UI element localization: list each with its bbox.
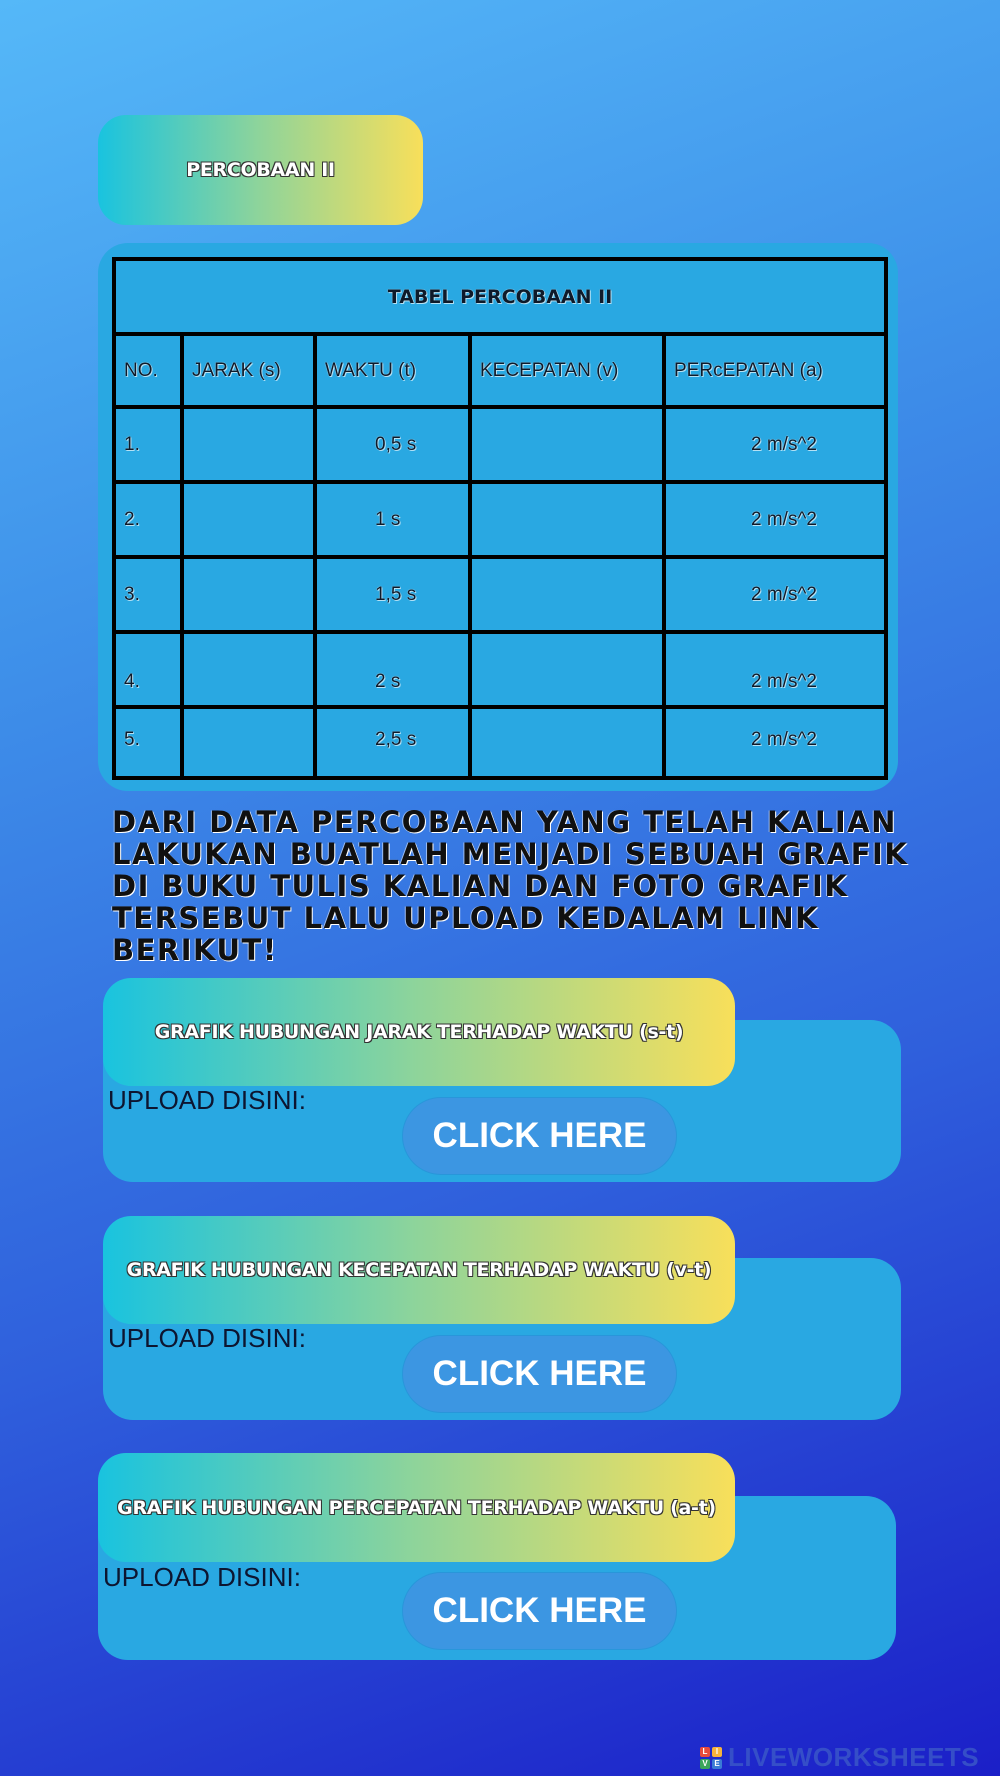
kecepatan-input[interactable] bbox=[470, 632, 664, 707]
table-row bbox=[114, 407, 886, 482]
section-title: PERCOBAAN II bbox=[186, 159, 335, 181]
jarak-input[interactable] bbox=[182, 632, 315, 707]
instruction-line: BERIKUT! bbox=[112, 933, 278, 967]
instruction-line: DARI DATA PERCOBAAN YANG TELAH KALIAN bbox=[112, 805, 897, 839]
percepatan-cell: 2 m/s^2 bbox=[664, 557, 886, 632]
row-number: 5. bbox=[114, 707, 182, 778]
percepatan-cell: 2 m/s^2 bbox=[664, 632, 886, 707]
jarak-input[interactable] bbox=[182, 482, 315, 557]
logo-text: LIVEWORKSHEETS bbox=[728, 1742, 980, 1772]
logo-icon bbox=[700, 1747, 722, 1769]
upload-title-badge bbox=[103, 978, 735, 1086]
column-header: JARAK (s) bbox=[182, 334, 315, 407]
upload-title-badge bbox=[98, 1453, 735, 1562]
instruction-line: TERSEBUT LALU UPLOAD KEDALAM LINK bbox=[112, 901, 820, 935]
table-row bbox=[114, 707, 886, 778]
logo-square: E bbox=[712, 1759, 722, 1769]
kecepatan-input[interactable] bbox=[470, 407, 664, 482]
table-title: TABEL PERCOBAAN II bbox=[114, 259, 886, 334]
table-row bbox=[114, 557, 886, 632]
row-number: 4. bbox=[114, 632, 182, 707]
waktu-cell: 1,5 s bbox=[315, 557, 470, 632]
table-row bbox=[114, 632, 886, 707]
upload-label: UPLOAD DISINI: bbox=[108, 1085, 306, 1115]
logo-square: V bbox=[700, 1759, 710, 1769]
jarak-input[interactable] bbox=[182, 407, 315, 482]
percepatan-cell: 2 m/s^2 bbox=[664, 407, 886, 482]
upload-vt-button[interactable]: CLICK HERE bbox=[403, 1336, 676, 1412]
kecepatan-input[interactable] bbox=[470, 707, 664, 778]
waktu-cell: 2,5 s bbox=[315, 707, 470, 778]
instruction-line: LAKUKAN BUATLAH MENJADI SEBUAH GRAFIK bbox=[112, 837, 909, 871]
column-header: WAKTU (t) bbox=[315, 334, 470, 407]
upload-title: GRAFIK HUBUNGAN JARAK TERHADAP WAKTU (s-t) bbox=[154, 1021, 684, 1043]
row-number: 2. bbox=[114, 482, 182, 557]
instruction-text bbox=[112, 806, 932, 966]
upload-at-button[interactable]: CLICK HERE bbox=[403, 1573, 676, 1649]
waktu-cell: 1 s bbox=[315, 482, 470, 557]
percepatan-cell: 2 m/s^2 bbox=[664, 707, 886, 778]
column-header: PERcEPATAN (a) bbox=[664, 334, 886, 407]
waktu-cell: 2 s bbox=[315, 632, 470, 707]
data-table bbox=[112, 257, 888, 780]
upload-title-badge bbox=[103, 1216, 735, 1324]
instruction-line: DI BUKU TULIS KALIAN DAN FOTO GRAFIK bbox=[112, 869, 849, 903]
column-header: KECEPATAN (v) bbox=[470, 334, 664, 407]
waktu-cell: 0,5 s bbox=[315, 407, 470, 482]
upload-label: UPLOAD DISINI: bbox=[103, 1562, 301, 1592]
percepatan-cell: 2 m/s^2 bbox=[664, 482, 886, 557]
column-header: NO. bbox=[114, 334, 182, 407]
row-number: 1. bbox=[114, 407, 182, 482]
section-title-badge bbox=[98, 115, 423, 225]
kecepatan-input[interactable] bbox=[470, 482, 664, 557]
liveworksheets-logo bbox=[700, 1742, 979, 1773]
upload-title: GRAFIK HUBUNGAN PERCEPATAN TERHADAP WAKTU (a-t) bbox=[117, 1496, 716, 1519]
upload-label: UPLOAD DISINI: bbox=[108, 1323, 306, 1353]
row-number: 3. bbox=[114, 557, 182, 632]
jarak-input[interactable] bbox=[182, 707, 315, 778]
logo-square: L bbox=[700, 1747, 710, 1757]
table-row bbox=[114, 482, 886, 557]
upload-st-button[interactable]: CLICK HERE bbox=[403, 1098, 676, 1174]
upload-title: GRAFIK HUBUNGAN KECEPATAN TERHADAP WAKTU (v-t) bbox=[126, 1259, 712, 1281]
kecepatan-input[interactable] bbox=[470, 557, 664, 632]
jarak-input[interactable] bbox=[182, 557, 315, 632]
logo-square: I bbox=[712, 1747, 722, 1757]
